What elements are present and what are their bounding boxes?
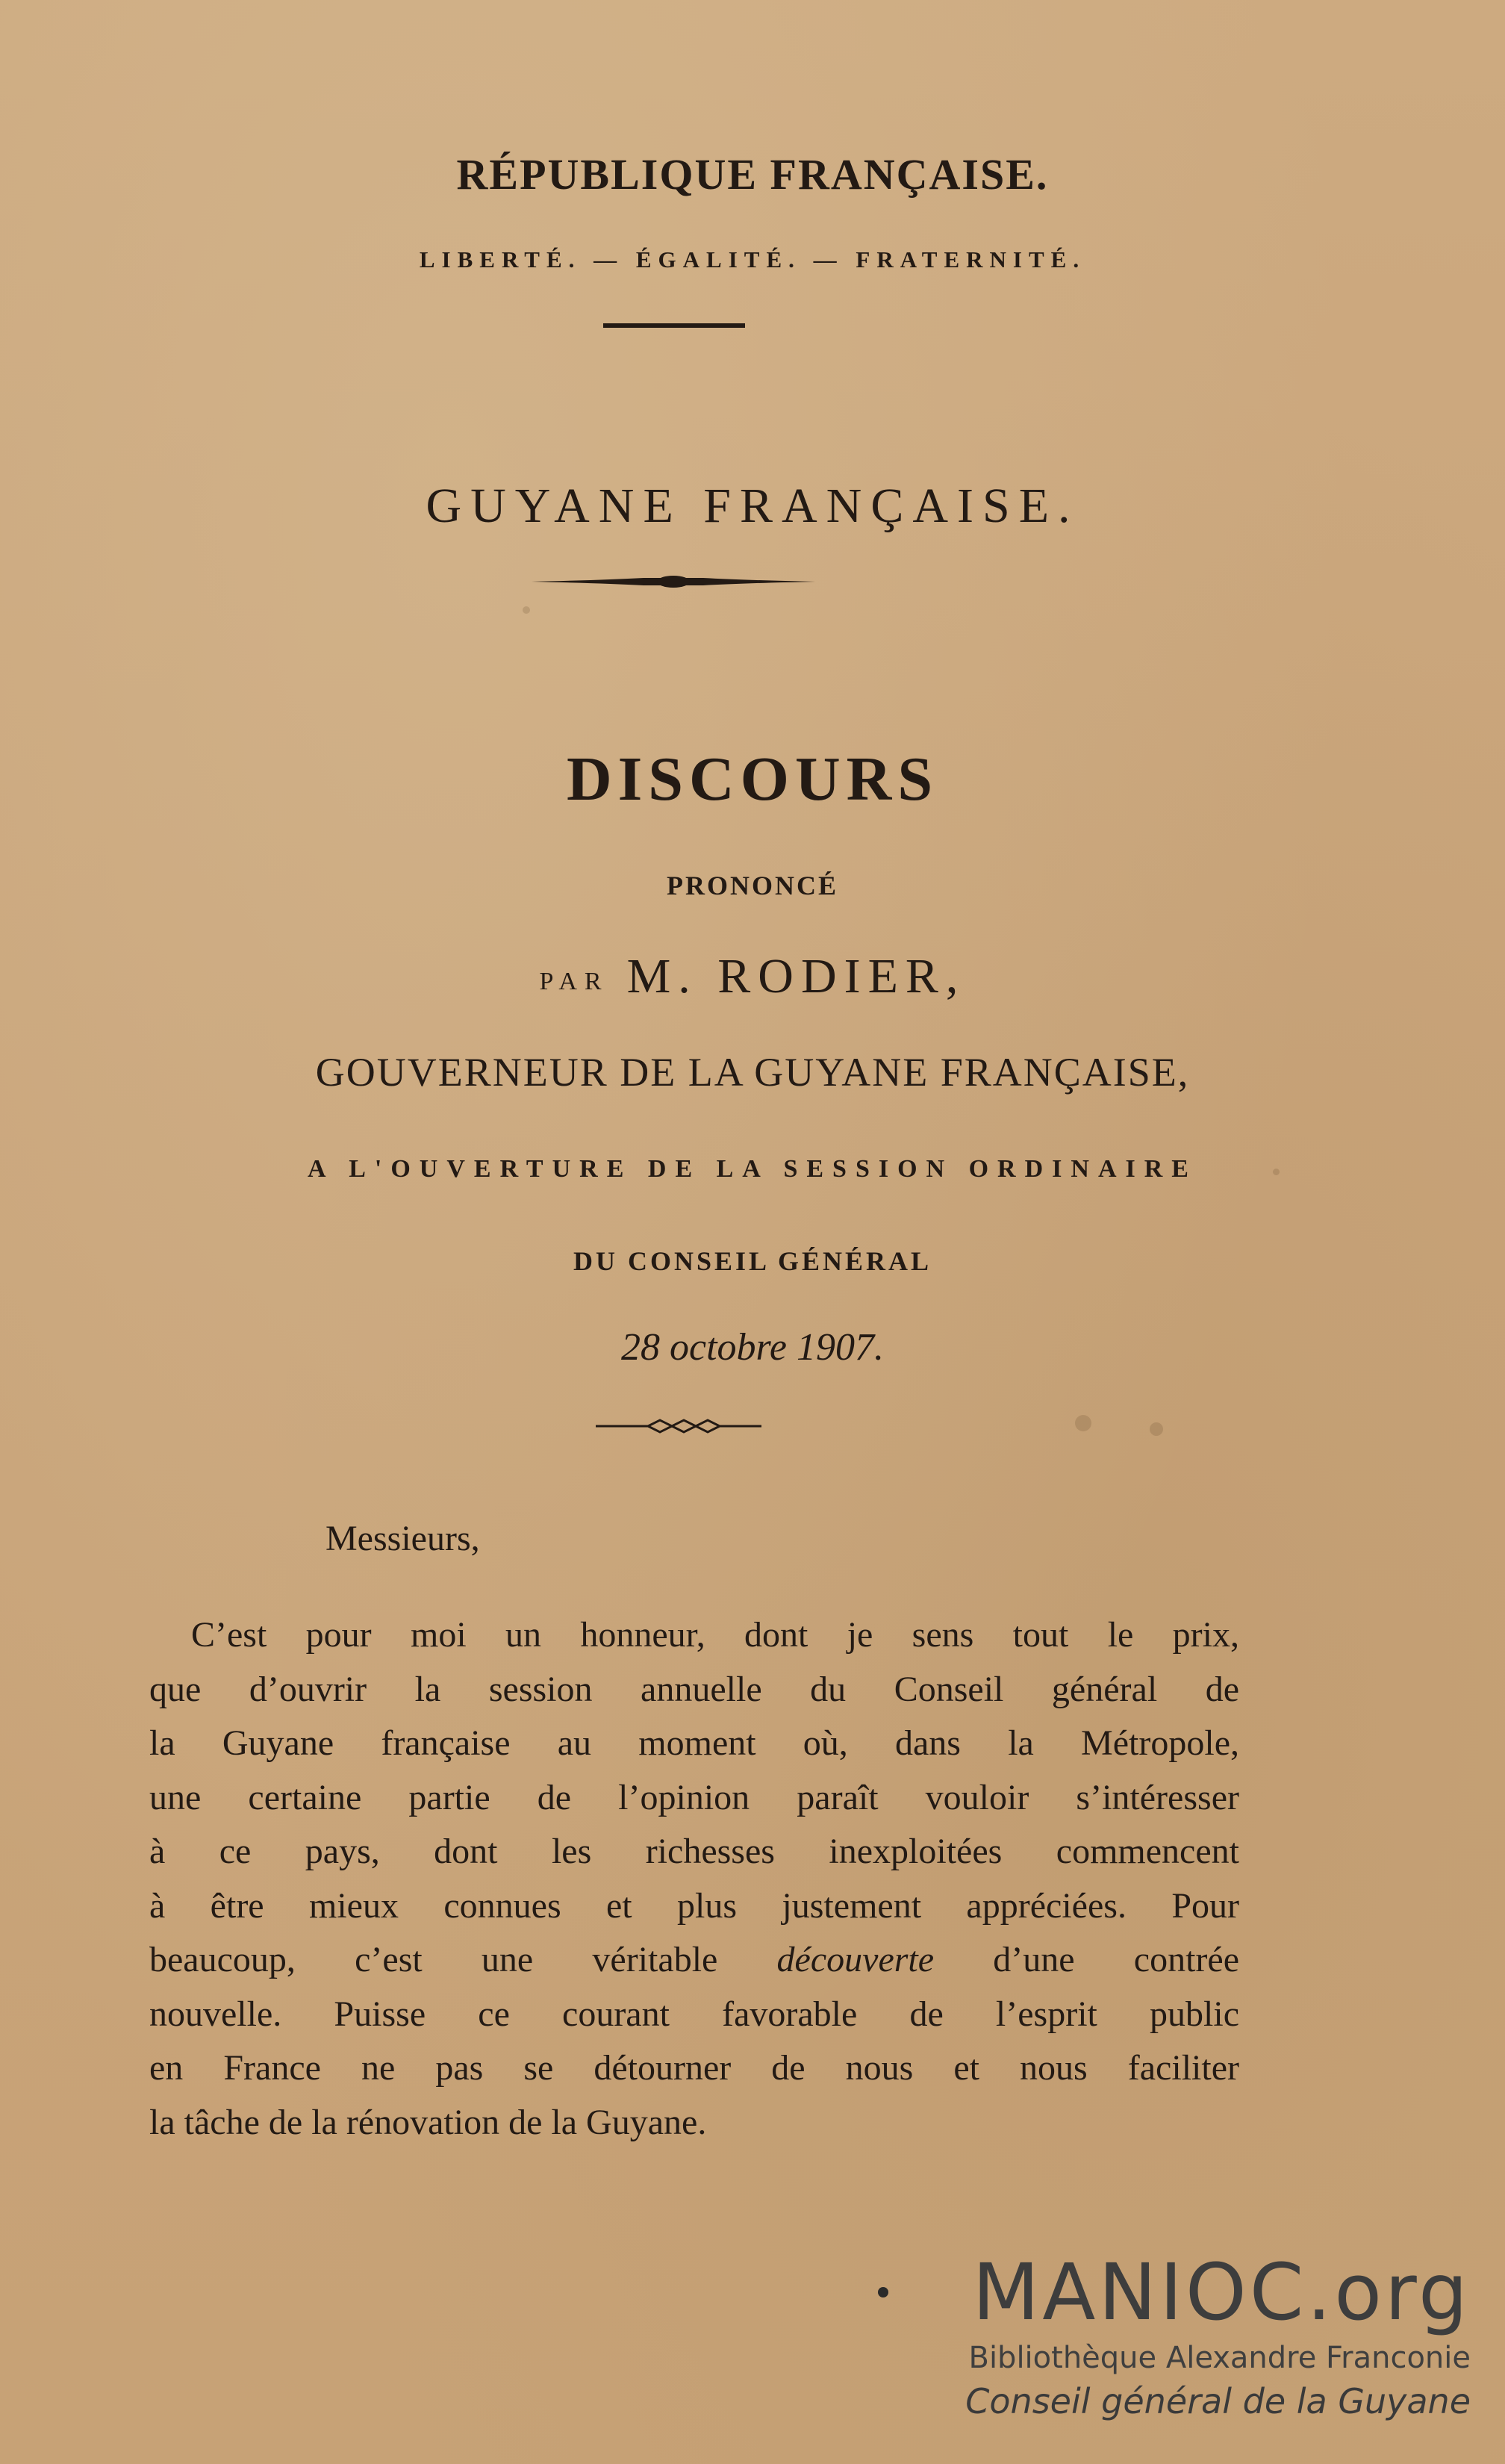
- speaker-name: M. RODIER,: [626, 949, 966, 1004]
- paper-stain: [523, 606, 530, 614]
- speaker-function: GOUVERNEUR DE LA GUYANE FRANÇAISE,: [315, 1050, 1190, 1095]
- speech-date: 28 octobre 1907.: [621, 1326, 884, 1369]
- manioc-watermark: [918, 2247, 1471, 2424]
- italic-word: découverte: [776, 1940, 935, 1979]
- paragraph-line: que d’ouvrir la session annuelle du Conseil général de: [149, 1669, 1239, 1709]
- ornament-divider: [532, 570, 815, 593]
- paragraph-line: la tâche de la rénovation de la Guyane.: [149, 2102, 707, 2142]
- speech-paragraph: [149, 1608, 1239, 2150]
- colony-heading: GUYANE FRANÇAISE.: [426, 479, 1079, 533]
- paragraph-line: nouvelle. Puisse ce courant favorable de l’esprit public: [149, 1994, 1239, 2034]
- paragraph-line: [149, 1933, 1239, 1988]
- manioc-logo: MANIOC.org: [972, 2247, 1471, 2338]
- council-name: Conseil général de la Guyane: [965, 2381, 1471, 2421]
- paper-stain: [1150, 1422, 1163, 1436]
- paper-stain: [1075, 1415, 1091, 1431]
- par-word: PAR: [539, 968, 609, 995]
- paragraph-line: à ce pays, dont les richesses inexploitées commencent: [149, 1832, 1239, 1871]
- line-text: beaucoup, c’est une véritable: [149, 1940, 718, 1979]
- divider-rule: [603, 323, 745, 328]
- paragraph-line: C’est pour moi un honneur, dont je sens tout le prix,: [191, 1615, 1239, 1655]
- document-title: DISCOURS: [566, 744, 939, 814]
- council-line: DU CONSEIL GÉNÉRAL: [573, 1246, 932, 1276]
- national-motto: LIBERTÉ. — ÉGALITÉ. — FRATERNITÉ.: [419, 246, 1086, 273]
- library-name: Bibliothèque Alexandre Franconie: [968, 2341, 1471, 2375]
- paragraph-line: en France ne pas se détourner de nous et nous faciliter: [149, 2048, 1239, 2088]
- subtitle-prononce: PRONONCÉ: [667, 871, 838, 900]
- republic-heading: RÉPUBLIQUE FRANÇAISE.: [456, 150, 1049, 199]
- speech-salutation: Messieurs,: [325, 1519, 480, 1558]
- paragraph-line: une certaine partie de l’opinion paraît vouloir s’intéresser: [149, 1777, 1239, 1817]
- watermark-dot: [878, 2287, 888, 2297]
- occasion-line: A L'OUVERTURE DE LA SESSION ORDINAIRE: [308, 1155, 1197, 1183]
- small-ornament: [596, 1417, 761, 1435]
- paragraph-line: à être mieux connues et plus justement appréciées. Pour: [149, 1885, 1239, 1926]
- speaker-line: [0, 948, 1505, 1005]
- line-text: d’une contrée: [993, 1940, 1239, 1979]
- paragraph-line: la Guyane française au moment où, dans la Métropole,: [149, 1723, 1239, 1763]
